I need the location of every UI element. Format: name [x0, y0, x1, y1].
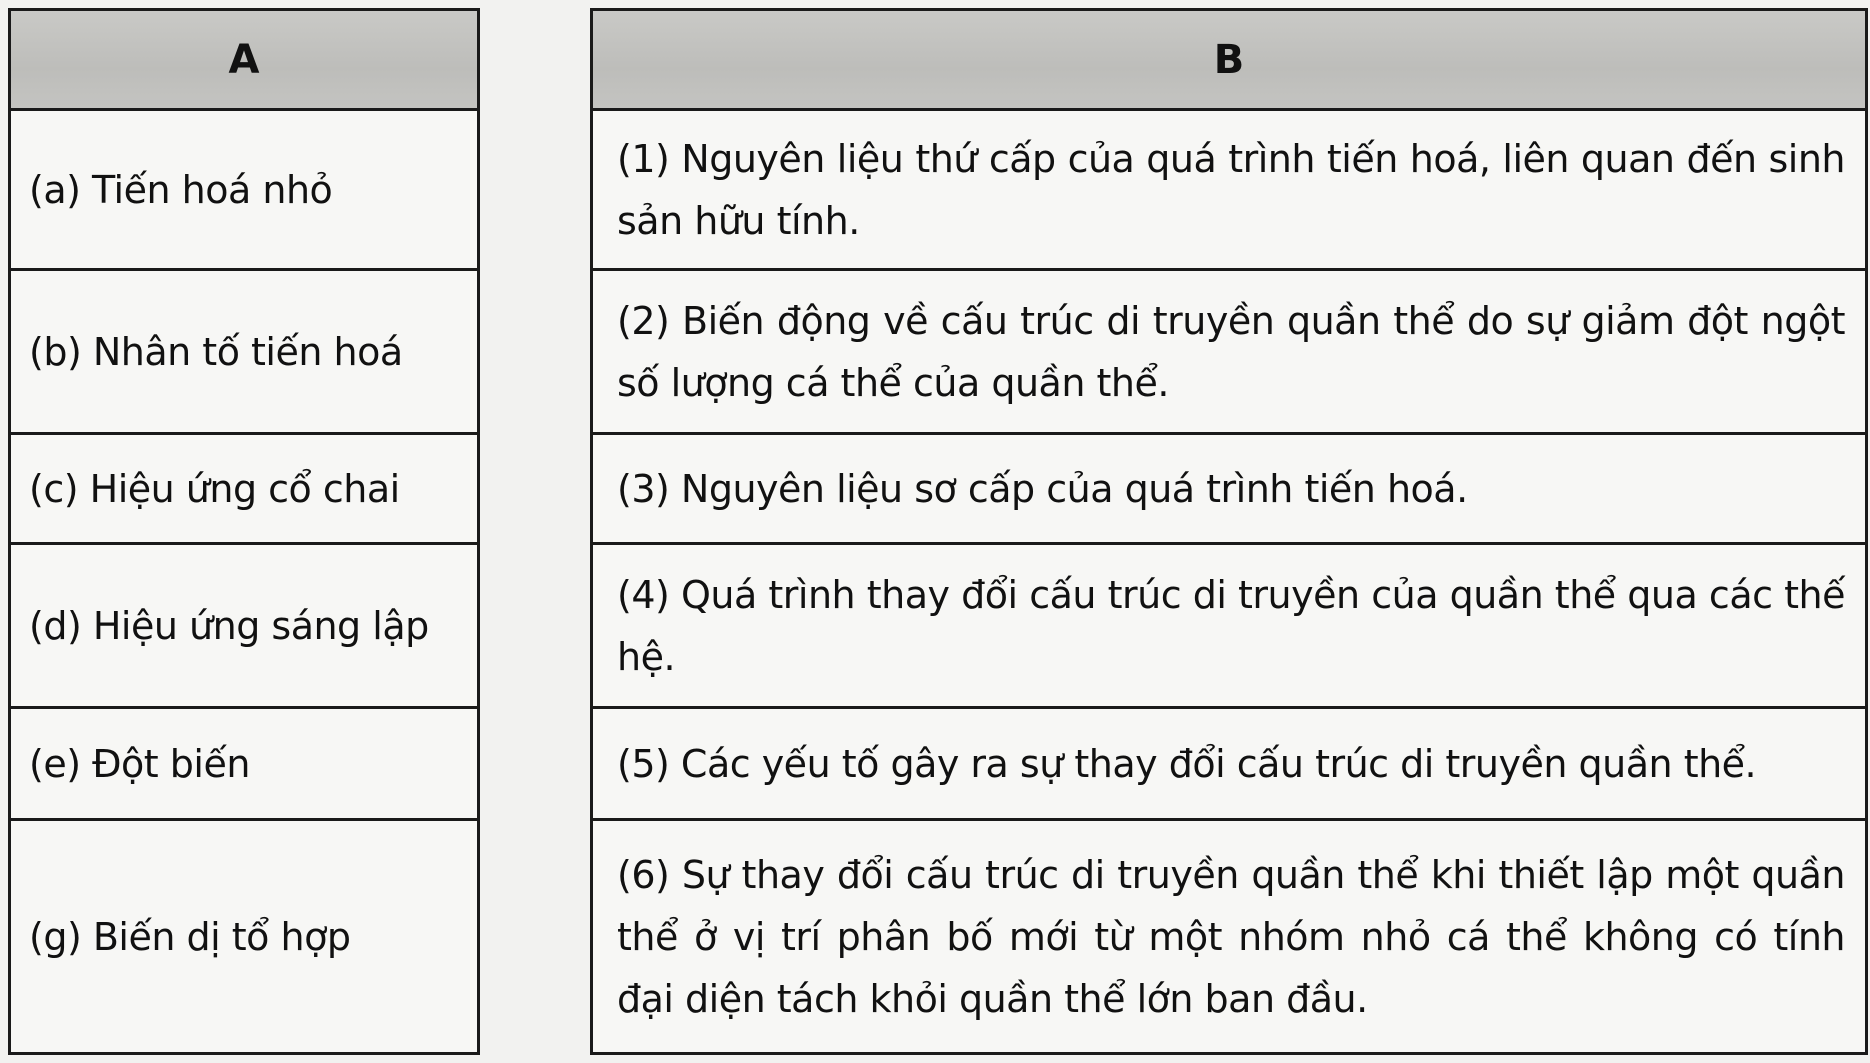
column-b-header-label: B [1213, 36, 1245, 83]
definition-6: (6) Sự thay đổi cấu trúc di truyền quần thể khi thiết lập một quần thể ở vị trí phân bố mới từ một nhóm nhỏ cá thể không có tính đại diện tách khỏi quần thể lớn ban đầu. [617, 852, 1845, 1021]
term-a: (a) Tiến hoá nhỏ [29, 167, 333, 212]
table-b-row [593, 821, 1865, 1052]
term-b: (b) Nhân tố tiến hoá [29, 329, 403, 374]
table-column-b [590, 8, 1868, 1055]
column-a-header-label: A [228, 36, 260, 83]
table-column-a [8, 8, 480, 1055]
definition-1: (1) Nguyên liệu thứ cấp của quá trình tiến hoá, liên quan đến sinh sản hữu tính. [617, 136, 1845, 243]
term-e: (e) Đột biến [29, 741, 250, 786]
table-b-row [593, 435, 1865, 545]
table-a-row [11, 435, 477, 545]
table-a-row [11, 821, 477, 1052]
term-d: (d) Hiệu ứng sáng lập [29, 603, 429, 648]
table-a-row [11, 111, 477, 271]
table-b-row [593, 111, 1865, 271]
table-b-row [593, 709, 1865, 821]
column-a-header [11, 11, 477, 111]
term-g: (g) Biến dị tổ hợp [29, 914, 351, 959]
table-a-row [11, 271, 477, 435]
column-b-header [593, 11, 1865, 111]
table-b-row [593, 271, 1865, 435]
definition-5: (5) Các yếu tố gây ra sự thay đổi cấu trúc di truyền quần thể. [617, 741, 1757, 786]
term-c: (c) Hiệu ứng cổ chai [29, 466, 400, 511]
definition-4: (4) Quá trình thay đổi cấu trúc di truyền của quần thể qua các thế hệ. [617, 572, 1845, 679]
definition-2: (2) Biến động về cấu trúc di truyền quần thể do sự giảm đột ngột số lượng cá thể của quần thể. [617, 298, 1845, 405]
table-a-row [11, 545, 477, 709]
definition-3: (3) Nguyên liệu sơ cấp của quá trình tiến hoá. [617, 466, 1468, 511]
table-b-row [593, 545, 1865, 709]
table-a-row [11, 709, 477, 821]
